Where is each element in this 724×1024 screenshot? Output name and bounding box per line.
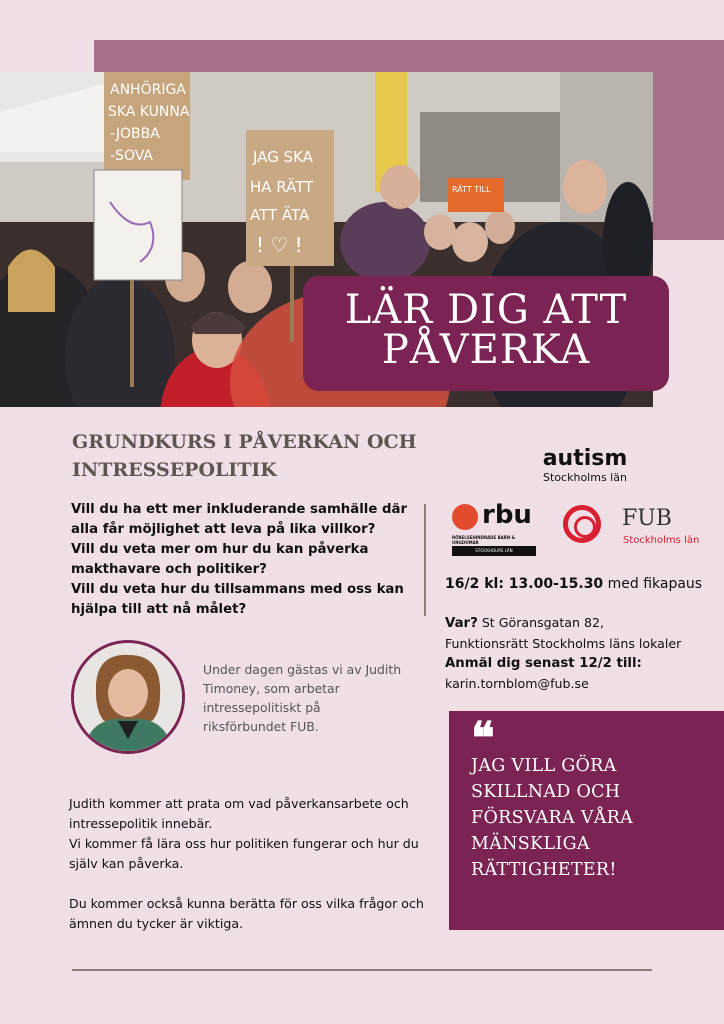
- quote-mark-icon: ❝: [471, 713, 495, 764]
- guest-description: Under dagen gästas vi av Judith Timoney, som arbetar intressepolitiskt på riksförbundet FUB.: [203, 662, 402, 734]
- body-paragraph: Vi kommer få lära oss hur politiken fungerar och hur du själv kan påverka.: [69, 836, 419, 871]
- rbu-logo-bar: STOCKHOLMS LÄN: [452, 546, 536, 556]
- sign1-line2: SKA KUNNA: [108, 104, 190, 120]
- footer-divider: [72, 969, 652, 971]
- questions-list: [71, 500, 411, 620]
- event-date-note: med fikapaus: [603, 576, 703, 592]
- divider-line: [424, 504, 426, 616]
- hero-title: [303, 276, 669, 391]
- autism-logo: [530, 447, 640, 484]
- rbu-logo: [452, 502, 542, 558]
- rbu-figure-icon: [452, 504, 478, 530]
- body-text: [69, 794, 429, 934]
- quote-text: JAG VILL GÖRA SKILLNAD OCH FÖRSVARA VÅRA MÄNSKLIGA RÄTTIGHETER!: [471, 756, 634, 880]
- fub-ring-icon: [563, 505, 601, 543]
- signup-email[interactable]: karin.tornblom@fub.se: [445, 676, 589, 691]
- event-location: [445, 613, 720, 694]
- body-paragraph: Judith kommer att prata om vad påverkansarbete och intressepolitik innebär.: [69, 796, 409, 831]
- fub-logo-text: FUB: [622, 506, 672, 531]
- event-date: [445, 576, 702, 592]
- rbu-logo-text: rbu: [482, 500, 532, 530]
- hero-title-line2: PÅVERKA: [381, 327, 591, 373]
- question-item: Vill du veta mer om hur du kan påverka makthavare och politiker?: [71, 542, 369, 577]
- rbu-logo-subtext: RÖRELSEHINDRADE BARN & UNGDOMAR: [452, 535, 516, 545]
- autism-logo-subtext: Stockholms län: [543, 471, 627, 484]
- where-address: St Göransgatan 82,: [477, 615, 605, 630]
- sign2-line2: HA RÄTT: [250, 178, 314, 196]
- event-date-time: 16/2 kl: 13.00-15.30: [445, 576, 604, 592]
- question-item: Vill du veta hur du tillsammans med oss kan hjälpa till att nå målet?: [71, 582, 404, 617]
- course-subtitle: GRUNDKURS I PÅVERKAN OCH INTRESSEPOLITIK: [72, 431, 417, 481]
- sign1-line1: ANHÖRIGA: [110, 82, 186, 98]
- sign2-line4: ! ♡ !: [256, 233, 303, 257]
- fub-logo-subtext: Stockholms län: [623, 535, 700, 546]
- guest-portrait: [74, 643, 182, 751]
- quote-box: [449, 711, 724, 930]
- where-venue: Funktionsrätt Stockholms läns lokaler: [445, 636, 682, 651]
- hero-title-line1: LÄR DIG ATT: [344, 287, 628, 333]
- where-label: Var?: [445, 616, 478, 631]
- fub-logo: [563, 505, 713, 555]
- sign1-line4: -SOVA: [110, 148, 153, 164]
- sign2-line3: ATT ÄTA: [250, 206, 310, 224]
- signup-label: Anmäl dig senast 12/2 till:: [445, 656, 642, 671]
- sign1-line3: -JOBBA: [110, 126, 160, 142]
- autism-logo-text: autism: [542, 446, 628, 471]
- guest-avatar: [71, 640, 185, 754]
- sign2-line1: JAG SKA: [253, 148, 313, 166]
- sign3-line1: RÄTT TILL: [452, 185, 491, 194]
- body-paragraph: Du kommer också kunna berätta för oss vilka frågor och ämnen du tycker är viktiga.: [69, 896, 424, 931]
- question-item: Vill du ha ett mer inkluderande samhälle där alla får möjlighet att leva på lika villkor?: [71, 502, 408, 537]
